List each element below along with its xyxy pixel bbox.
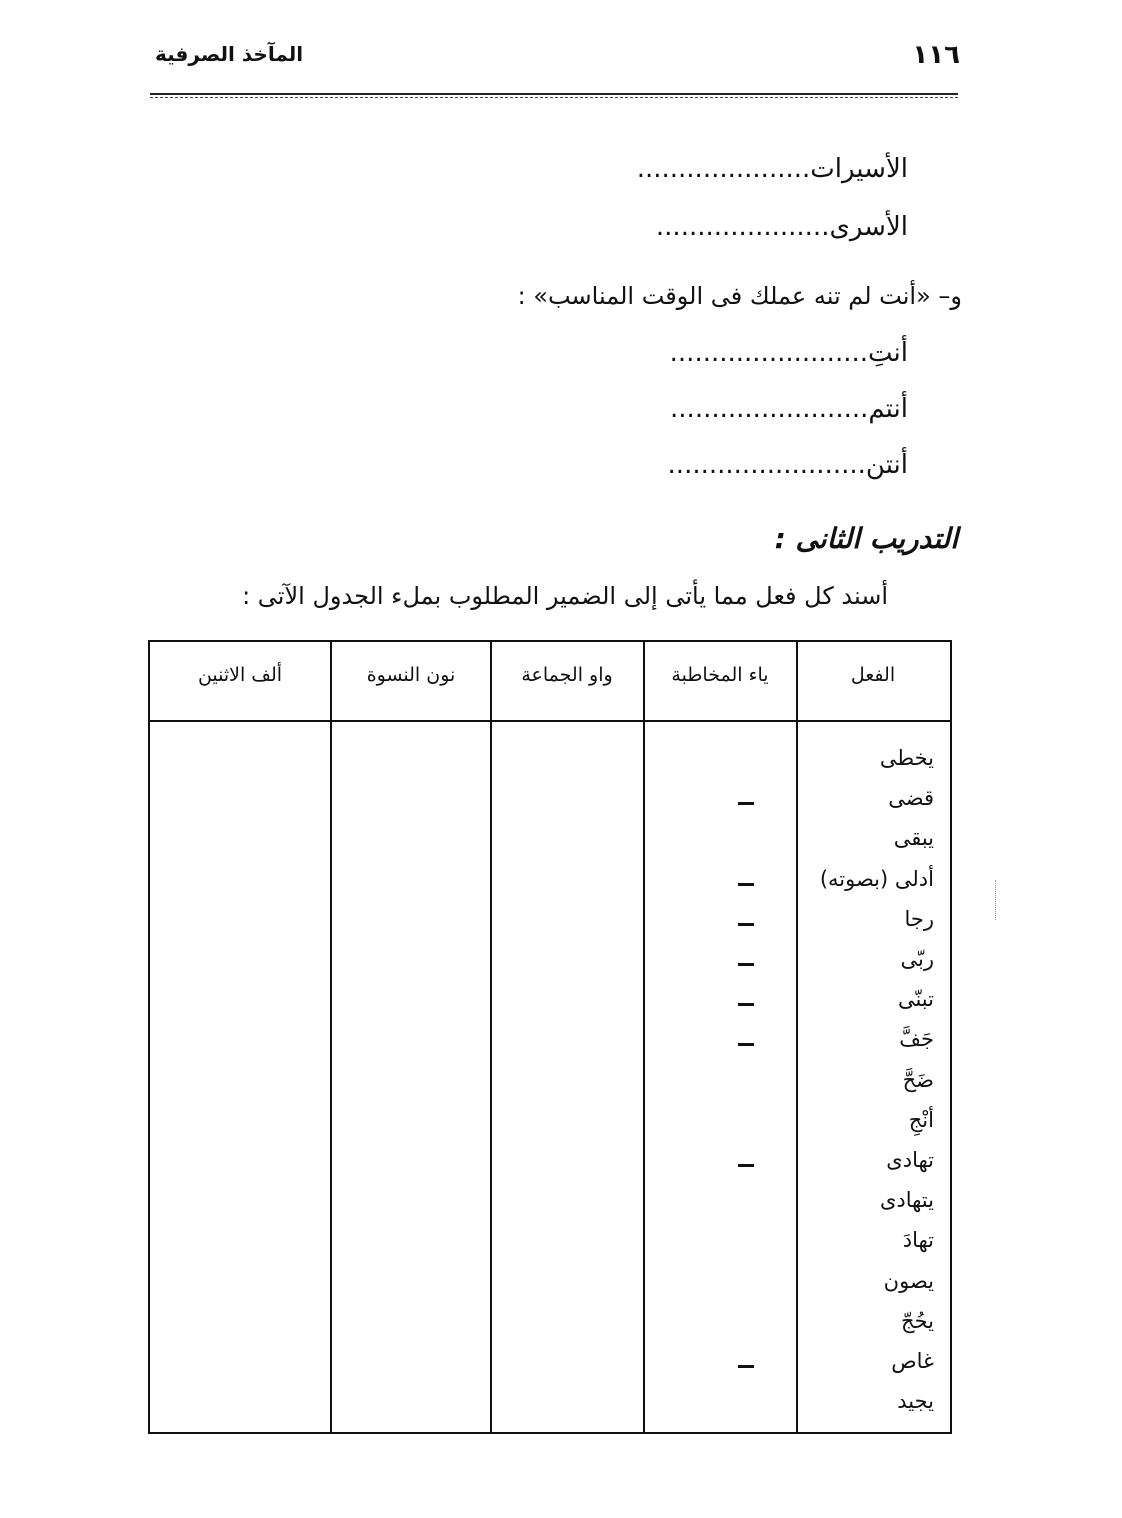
- answer-line-antunna: أنتن........................: [667, 450, 908, 480]
- verb-cell: جَفَّ: [899, 1027, 934, 1052]
- verb-cell: تبنّى: [897, 987, 934, 1012]
- exercise-item-f: و– «أنت لم تنه عملك فى الوقت المناسب» :: [517, 282, 962, 310]
- drill-instruction: أسند كل فعل مما يأتى إلى الضمير المطلوب بملء الجدول الآتى :: [242, 582, 888, 610]
- dash-mark: [738, 802, 754, 805]
- verb-cell: أدلى (بصوته): [819, 866, 934, 891]
- book-title: المآخذ الصرفية: [155, 42, 304, 66]
- dash-mark: [738, 963, 754, 966]
- verb-cell: يصون: [883, 1268, 934, 1293]
- header-divider: [150, 720, 950, 722]
- page-number: ١١٦: [912, 40, 960, 70]
- answer-line-asra: الأسرى.....................: [655, 212, 908, 242]
- column-divider: [330, 642, 332, 1432]
- column-header-nun-niswa: نون النسوة: [366, 664, 456, 686]
- column-divider: [490, 642, 492, 1432]
- dash-mark: [738, 1003, 754, 1006]
- dash-mark: [738, 923, 754, 926]
- verb-cell: قضى: [888, 786, 934, 811]
- dash-mark: [738, 1164, 754, 1167]
- drill-title: التدريب الثانى :: [774, 522, 958, 555]
- conjugation-table: [148, 640, 952, 1434]
- verb-cell: يتهادى: [879, 1188, 934, 1213]
- column-divider: [643, 642, 645, 1432]
- margin-mark: [995, 880, 1000, 920]
- column-header-alif-ithnayn: ألف الاثنين: [197, 664, 283, 686]
- column-divider: [796, 642, 798, 1432]
- answer-line-anti: أنتِ........................: [669, 338, 908, 368]
- answer-line-antum: أنتم........................: [670, 394, 908, 424]
- dash-mark: [738, 883, 754, 886]
- verb-cell: يجيد: [897, 1389, 934, 1414]
- dash-mark: [738, 1043, 754, 1046]
- verb-cell: رجا: [904, 906, 934, 931]
- answer-line-asirat: الأسيرات.....................: [636, 154, 908, 184]
- verb-cell: أنْجِ: [908, 1107, 934, 1132]
- verb-cell: تهادَ: [902, 1228, 934, 1253]
- dash-mark: [738, 1365, 754, 1368]
- verb-cell: غاص: [891, 1349, 934, 1373]
- header-rule: [150, 93, 958, 98]
- column-header-waw-jamaa: واو الجماعة: [521, 664, 613, 686]
- verb-cell: يحُجّ: [901, 1308, 934, 1333]
- verb-cell: ربّى: [900, 947, 934, 971]
- verb-cell: ضَحَّ: [902, 1067, 934, 1092]
- verb-cell: يخطى: [879, 746, 934, 770]
- column-header-ya-mukhataba: ياء المخاطبة: [671, 664, 769, 686]
- verb-cell: يبقى: [893, 826, 934, 851]
- column-header-verb: الفعل: [850, 664, 896, 686]
- verb-cell: تهادى: [886, 1148, 934, 1172]
